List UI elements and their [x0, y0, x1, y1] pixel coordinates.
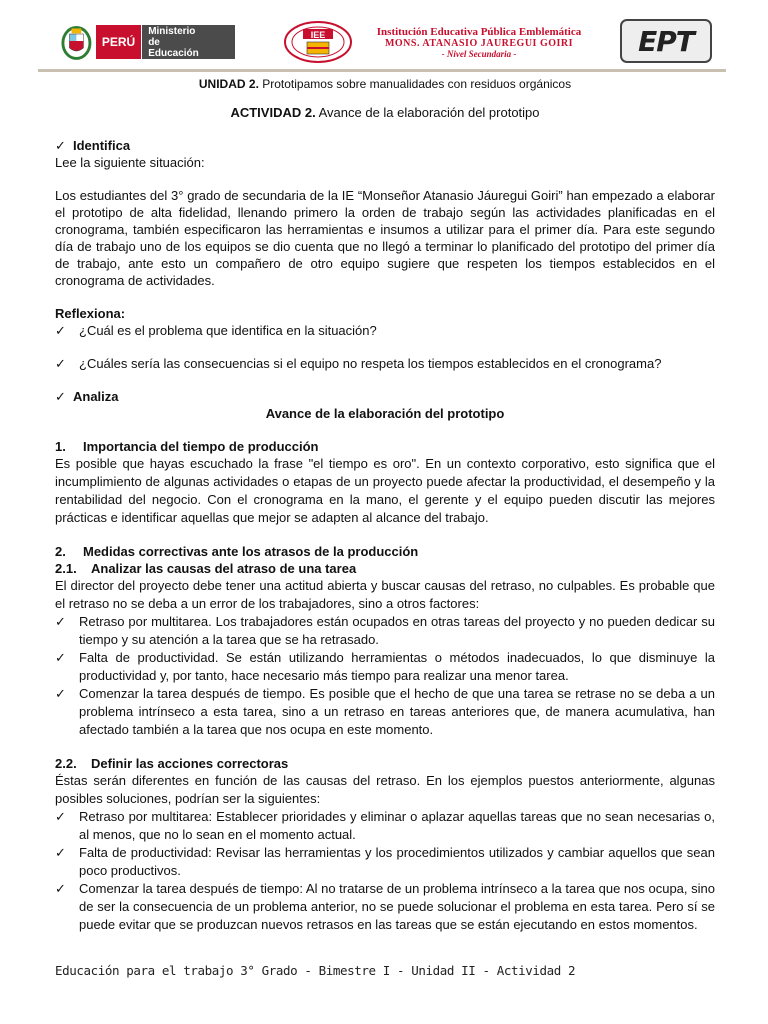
- section-number: 1.: [55, 439, 66, 454]
- peru-label: PERÚ: [96, 25, 141, 59]
- subsection-number: 2.1.: [55, 561, 77, 576]
- situation-paragraph: Los estudiantes del 3° grado de secundaria de la IE “Monseñor Atanasio Jáuregui Goiri” han empezado a elaborar el prototipo de alta fidelidad, llenando primero la orden de trabajo según las actividades planificadas en el cronograma, también especificaron las herramientas e insumos a utilizar para el primer día. Para este segundo día de trabajo uno de los equipos se dio cuenta que no llegó a terminar lo planificado del prototipo del primer día de trabajo, ante esto un compañero de otro equipo sugiere que respeten los tiempos establecidos en el cronograma de actividades.: [55, 188, 715, 288]
- header-divider: [38, 69, 726, 72]
- section2-2-list: [55, 808, 715, 934]
- list-item-text: Retraso por multitarea: Establecer prioridades y eliminar o aplazar aquellas tareas que no sean necesarias o, al menos, que no lo sean en el momento actual.: [79, 809, 715, 842]
- identifica-intro: Lee la siguiente situación:: [55, 155, 205, 170]
- unit-text: Prototipamos sobre manualidades con residuos orgánicos: [258, 77, 572, 91]
- coat-of-arms-icon: [60, 22, 93, 62]
- ministry-name: [142, 25, 235, 59]
- section1-heading: [55, 438, 715, 455]
- check-icon: ✓: [55, 614, 66, 629]
- list-item-text: Comenzar la tarea después de tiempo: Al no tratarse de un problema intrínseco a la tarea que nos ocupa, sino de ser la consecuencia de un problema anterior, no se puede solucionar el problema en esta tarea. Pero sí se puede evitar que se produzcan nuevos retrasos en las tareas que se están ejecutando en estos momentos.: [79, 881, 715, 932]
- identifica-heading: [55, 137, 715, 154]
- section2-1-heading: [55, 560, 715, 577]
- analiza-label: Analiza: [73, 389, 119, 404]
- school-line1: Institución Educativa Pública Emblemática: [376, 26, 582, 38]
- activity-text: Avance de la elaboración del prototipo: [315, 105, 540, 120]
- check-icon: ✓: [55, 650, 66, 665]
- unit-label: UNIDAD 2.: [198, 77, 259, 91]
- check-icon: ✓: [55, 389, 66, 404]
- identifica-label: Identifica: [73, 138, 131, 153]
- list-item: [55, 649, 715, 685]
- list-item: [55, 808, 715, 844]
- school-line2: MONS. ATANASIO JAUREGUI GOIRI: [384, 38, 574, 49]
- document-body: [55, 74, 715, 934]
- ministry-line2: de Educación: [148, 36, 199, 59]
- check-icon: ✓: [55, 356, 66, 371]
- section-title: Medidas correctivas ante los atrasos de la producción: [83, 544, 419, 559]
- list-item-text: Comenzar la tarea después de tiempo. Es posible que el hecho de que una tarea se retrase no se deba a un problema intrínseco a esta tarea, sino a un retraso en tareas anteriores que, de manera acumulativa, han afectado también a la tarea que nos ocupa en este momento.: [79, 686, 715, 737]
- section-title: Importancia del tiempo de producción: [83, 439, 319, 454]
- subsection-title: Analizar las causas del atraso de una tarea: [91, 561, 357, 576]
- subsection-number: 2.2.: [55, 756, 77, 771]
- section2-1-intro: El director del proyecto debe tener una actitud abierta y buscar causas del retraso, no culpables. Es probable que el retraso no se deba a un error de los trabajadores, sino a otros factores:: [55, 578, 715, 611]
- check-icon: ✓: [55, 881, 66, 896]
- section-number: 2.: [55, 544, 66, 559]
- page-footer: Educación para el trabajo 3° Grado - Bimestre I - Unidad II - Actividad 2: [55, 963, 576, 978]
- reflexiona-questions: [55, 322, 715, 372]
- ept-logo-text: EPT: [638, 24, 694, 58]
- list-item: [55, 685, 715, 739]
- check-icon: ✓: [55, 809, 66, 824]
- analiza-heading: [55, 388, 715, 405]
- list-item-text: Retraso por multitarea. Los trabajadores están ocupados en otras tareas del proyecto y no pueden dedicar su tiempo y su atención a la tarea que se ha retrasado.: [79, 614, 715, 647]
- check-icon: ✓: [55, 323, 66, 338]
- section1-body: Es posible que hayas escuchado la frase "el tiempo es oro". En un contexto corporativo, esto significa que el incumplimiento de algunas actividades o etapas de un proyecto puede afectar la productividad, el desempeño y la rentabilidad del negocio. Con el cronograma en la mano, el gerente y el equipo pueden discutir las mejores prácticas e identificar aquellas que mejor se adapten al alcance del trabajo.: [55, 456, 715, 525]
- reflexiona-question-1: [55, 322, 715, 339]
- check-icon: ✓: [55, 686, 66, 701]
- school-badge-text: IEE: [310, 30, 326, 40]
- school-line3: - Nivel Secundaria -: [441, 49, 517, 59]
- section2-heading: [55, 543, 715, 560]
- activity-label: ACTIVIDAD 2.: [230, 105, 316, 120]
- list-item-text: Falta de productividad: Revisar las herramientas y los procedimientos utilizados y cambiar aquellos que sean poco productivos.: [79, 845, 715, 878]
- list-item: [55, 844, 715, 880]
- ept-logo: [620, 19, 712, 63]
- section2-2-heading: [55, 755, 715, 772]
- activity-title: [55, 104, 715, 121]
- check-icon: ✓: [55, 138, 66, 153]
- school-logo: [283, 20, 353, 64]
- subsection-title: Definir las acciones correctoras: [91, 756, 289, 771]
- list-item: [55, 880, 715, 934]
- school-name: [355, 26, 603, 59]
- reflexiona-question-2: [55, 355, 715, 372]
- analiza-subtitle: Avance de la elaboración del prototipo: [265, 406, 505, 421]
- ministry-logo: [60, 20, 235, 64]
- section2-1-list: [55, 613, 715, 739]
- ministry-line1: Ministerio: [148, 25, 196, 37]
- question-text: ¿Cuáles sería las consecuencias si el equipo no respeta los tiempos establecidos en el cronograma?: [79, 356, 662, 371]
- document-header: [0, 0, 768, 72]
- reflexiona-heading: Reflexiona:: [55, 306, 126, 321]
- unit-title: [55, 76, 715, 93]
- list-item-text: Falta de productividad. Se están utilizando herramientas o métodos inadecuados, lo que disminuye la productividad y, por tanto, hace necesario más tiempo para realizar una menor tarea.: [79, 650, 715, 683]
- list-item: [55, 613, 715, 649]
- section2-2-intro: Éstas serán diferentes en función de las causas del retraso. En los ejemplos puestos anteriormente, algunas posibles soluciones, podrían ser la siguientes:: [55, 773, 715, 806]
- question-text: ¿Cuál es el problema que identifica en la situación?: [79, 323, 377, 338]
- check-icon: ✓: [55, 845, 66, 860]
